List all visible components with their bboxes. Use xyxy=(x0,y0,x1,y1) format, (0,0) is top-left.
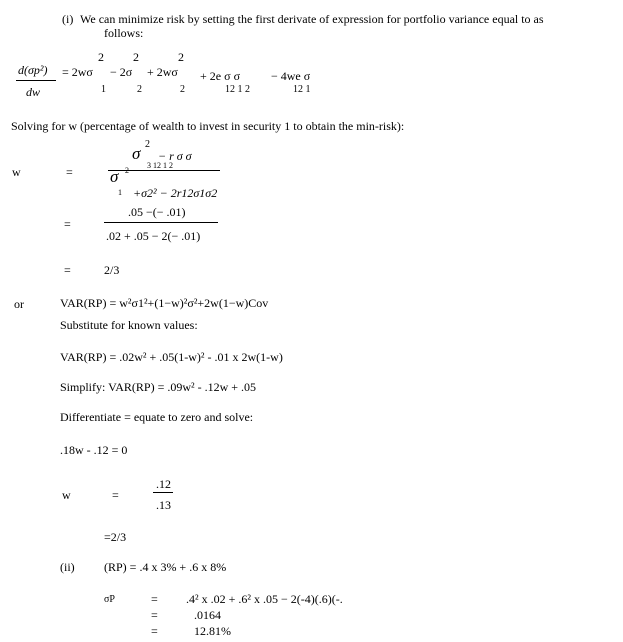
derivative-equation: .18w - .12 = 0 xyxy=(60,443,128,457)
w-solve-result: =2/3 xyxy=(104,530,127,544)
w-solve-fraction-bar xyxy=(153,492,173,493)
simplify-line: Simplify: VAR(RP) = .09w² - .12w + .05 xyxy=(60,380,257,394)
formula-num-exp: 2 xyxy=(145,139,150,150)
formula-num-rest: − r σ σ xyxy=(158,149,192,163)
solve-equals-3: = xyxy=(64,263,71,277)
deriv-sub-3: 2 xyxy=(180,84,185,95)
solve-result: 2/3 xyxy=(104,263,120,277)
deriv-term-5: − 4we σ xyxy=(271,69,311,83)
sigma-row-2-equals: = xyxy=(151,608,158,622)
solve-numerator-2: .05 −(− .01) xyxy=(128,205,186,219)
differentiate-line: Differentiate = equate to zero and solve: xyxy=(60,410,254,424)
deriv-term-1: = 2wσ xyxy=(62,65,93,79)
or-label: or xyxy=(14,297,24,311)
w-solve-numerator: .12 xyxy=(156,477,171,491)
solve-w-label: w xyxy=(12,165,21,179)
deriv-exponent-c: 2 xyxy=(178,50,184,64)
deriv-sub-1: 1 xyxy=(101,84,106,95)
deriv-term-4: + 2e σ σ xyxy=(200,69,241,83)
deriv-exponent-b: 2 xyxy=(133,50,139,64)
part-i-line1: We can minimize risk by setting the first derivate of expression for portfolio variance equal to as xyxy=(80,12,544,26)
solve-denominator-2: .02 + .05 − 2(− .01) xyxy=(106,229,201,243)
w-solve-denominator: .13 xyxy=(156,498,171,512)
part-ii-rp: (RP) = .4 x 3% + .6 x 8% xyxy=(104,560,227,574)
part-i-line2: follows: xyxy=(104,26,144,40)
formula-num-subs: 3 12 1 2 xyxy=(147,161,173,170)
formula-den-sigma: σ xyxy=(110,167,119,186)
deriv-sub-5: 12 1 xyxy=(293,84,311,95)
sigma-row-3-value: 12.81% xyxy=(194,624,231,638)
w-solve-label: w xyxy=(62,488,71,502)
solve-equals-2: = xyxy=(64,217,71,231)
sigma-row-1-equals: = xyxy=(151,592,158,606)
deriv-term-2: − 2σ xyxy=(110,65,133,79)
var-substituted: VAR(RP) = .02w² + .05(1-w)² - .01 x 2w(1-w) xyxy=(60,350,283,364)
deriv-sub-4: 12 1 2 xyxy=(225,84,250,95)
formula-fraction-bar-2 xyxy=(104,222,218,223)
deriv-term-3: + 2wσ xyxy=(147,65,178,79)
sigma-row-2-value: .0164 xyxy=(194,608,221,622)
deriv-lhs-numerator: d(σp²) xyxy=(18,63,48,77)
sigma-row-3-equals: = xyxy=(151,624,158,638)
deriv-lhs-denominator: dw xyxy=(26,85,41,99)
part-i-number: (i) xyxy=(62,12,74,26)
solving-text: Solving for w (percentage of wealth to invest in security 1 to obtain the min-risk): xyxy=(11,119,405,133)
deriv-exponent-a: 2 xyxy=(98,50,104,64)
part-ii-number: (ii) xyxy=(60,560,75,574)
sigma-row-1-value: .4² x .02 + .6² x .05 − 2(-4)(.6)(-. xyxy=(186,592,343,606)
formula-den-rest: +σ2² − 2r12σ1σ2 xyxy=(133,186,218,200)
sigma-p-label: σP xyxy=(104,594,115,605)
w-solve-equals: = xyxy=(112,488,119,502)
formula-den-sub: 1 xyxy=(118,188,122,197)
substitute-text: Substitute for known values: xyxy=(60,318,198,332)
formula-den-exp: 2 xyxy=(125,166,129,175)
deriv-lhs-fraction-bar xyxy=(16,80,56,81)
var-equation: VAR(RP) = w²σ1²+(1−w)²σ²+2w(1−w)Cov xyxy=(60,296,269,310)
formula-num-sigma: σ xyxy=(132,144,141,163)
deriv-sub-2: 2 xyxy=(137,84,142,95)
solve-equals-1: = xyxy=(66,165,73,179)
